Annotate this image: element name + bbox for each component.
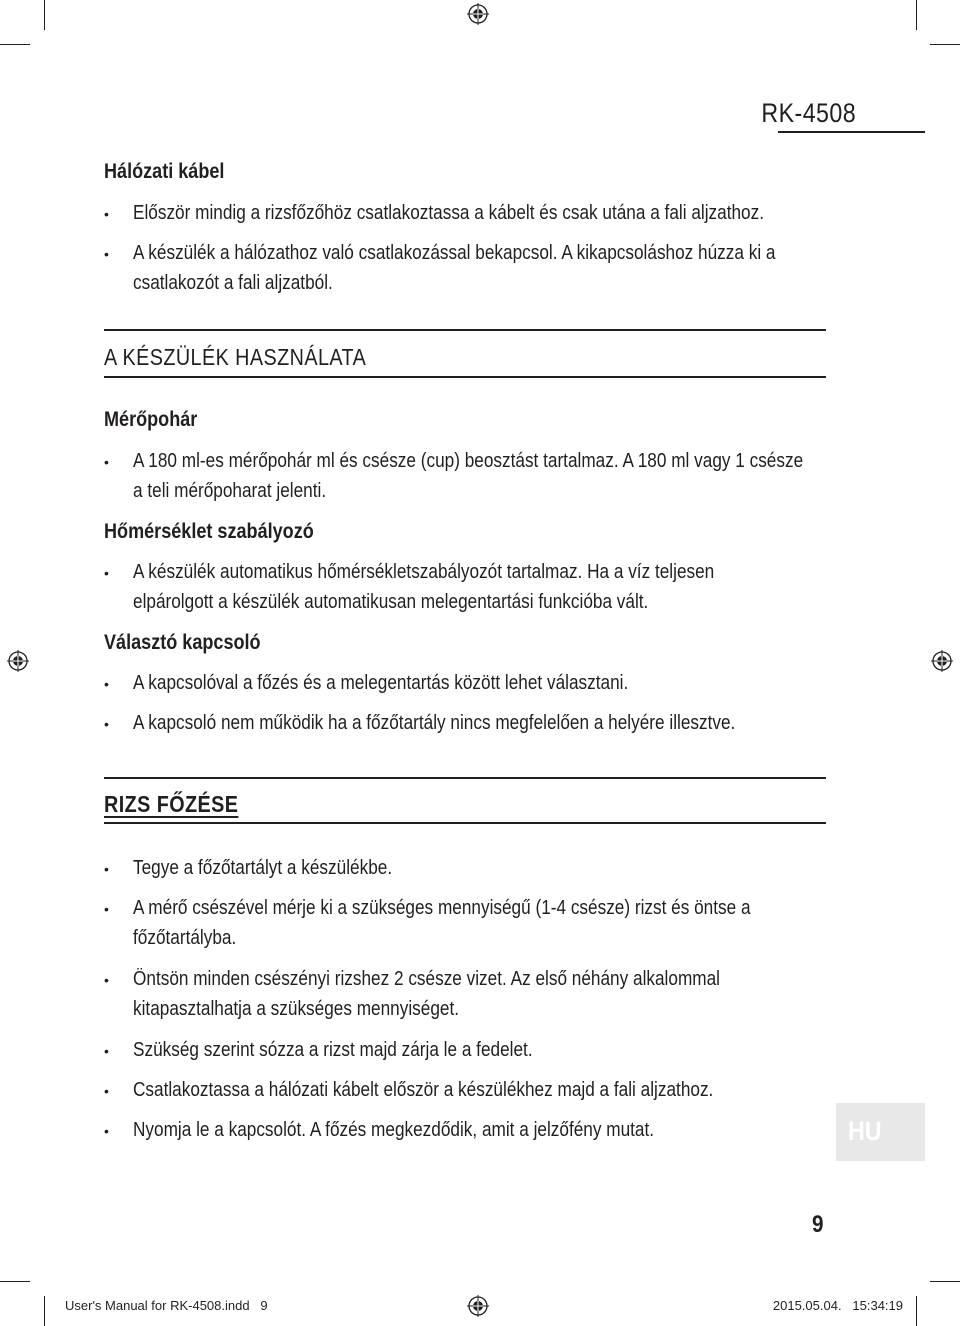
registration-mark-icon xyxy=(931,650,953,672)
bullet: • xyxy=(104,454,109,470)
model-number: RK-4508 xyxy=(761,98,856,128)
crop-mark-top-left-v xyxy=(44,0,45,30)
list-item-continuation: kitapasztalhatja a szükséges mennyiséget. xyxy=(133,998,460,1020)
list-item: A kapcsoló nem működik ha a főzőtartály nincs megfelelően a helyére illesztve. xyxy=(133,712,736,734)
list-item: A készülék automatikus hőmérsékletszabályozót tartalmaz. Ha a víz teljesen xyxy=(133,561,715,583)
crop-mark-top-left-h xyxy=(0,44,30,45)
list-item: A 180 ml-es mérőpohár ml és csésze (cup) beosztást tartalmaz. A 180 ml vagy 1 csésze xyxy=(133,450,804,472)
bullet: • xyxy=(104,565,109,581)
page-number: 9 xyxy=(812,1211,824,1238)
bullet: • xyxy=(104,716,109,732)
bullet: • xyxy=(104,861,109,877)
list-item: A kapcsolóval a főzés és a melegentartás között lehet választani. xyxy=(133,672,629,694)
crop-mark-bottom-right-v xyxy=(916,1296,917,1326)
bullet: • xyxy=(104,972,109,988)
section-title-usage: A KÉSZÜLÉK HASZNÁLATA xyxy=(104,344,367,370)
bullet: • xyxy=(104,676,109,692)
bullet: • xyxy=(104,1123,109,1139)
list-item: Tegye a főzőtartályt a készülékbe. xyxy=(133,857,393,879)
crop-mark-bottom-right-h xyxy=(930,1281,960,1282)
crop-mark-bottom-left-v xyxy=(44,1296,45,1326)
bullet: • xyxy=(104,246,109,262)
crop-mark-top-right-h xyxy=(930,44,960,45)
subtitle-selector-switch: Választó kapcsoló xyxy=(104,631,261,654)
crop-mark-bottom-left-h xyxy=(0,1281,30,1282)
section-rule-top xyxy=(104,329,826,331)
registration-mark-icon xyxy=(467,1295,489,1317)
bullet: • xyxy=(104,206,109,222)
list-item-continuation: csatlakozót a fali aljzatból. xyxy=(133,272,333,294)
list-item: Szükség szerint sózza a rizst majd zárja le a fedelet. xyxy=(133,1039,533,1061)
bullet: • xyxy=(104,1083,109,1099)
section-rule-bottom xyxy=(104,376,826,378)
bullet: • xyxy=(104,901,109,917)
list-item: Először mindig a rizsfőzőhöz csatlakoztassa a kábelt és csak utána a fali aljzathoz. xyxy=(133,202,764,224)
footer-file-name: User's Manual for RK-4508.indd 9 xyxy=(65,1298,268,1313)
list-item-continuation: főzőtartályba. xyxy=(133,927,237,949)
section-title-rice-cooking: RIZS FŐZÉSE xyxy=(104,791,239,817)
section-rule-top xyxy=(104,777,826,779)
subtitle-thermostat: Hőmérséklet szabályozó xyxy=(104,520,314,543)
registration-mark-icon xyxy=(7,650,29,672)
crop-mark-top-right-v xyxy=(916,0,917,30)
section-rule-bottom xyxy=(104,822,826,824)
subtitle-measuring-cup: Mérőpohár xyxy=(104,408,198,431)
list-item: Öntsön minden csészényi rizshez 2 csésze vizet. Az első néhány alkalommal xyxy=(133,968,720,990)
model-underline xyxy=(778,131,925,133)
list-item: Csatlakoztassa a hálózati kábelt először a készülékhez majd a fali aljzathoz. xyxy=(133,1079,714,1101)
footer-timestamp: 2015.05.04. 15:34:19 xyxy=(772,1298,903,1313)
list-item: A mérő csészével mérje ki a szükséges mennyiségű (1-4 csésze) rizst és öntse a xyxy=(133,897,751,919)
registration-mark-icon xyxy=(467,3,489,25)
language-tab-label: HU xyxy=(848,1116,882,1146)
list-item: A készülék a hálózathoz való csatlakozással bekapcsol. A kikapcsoláshoz húzza ki a xyxy=(133,242,776,264)
list-item-continuation: elpárolgott a készülék automatikusan melegentartási funkcióba vált. xyxy=(133,591,649,613)
bullet: • xyxy=(104,1043,109,1059)
list-item-continuation: a teli mérőpoharat jelenti. xyxy=(133,480,327,502)
subtitle-power-cable: Hálózati kábel xyxy=(104,160,225,183)
list-item: Nyomja le a kapcsolót. A főzés megkezdődik, amit a jelzőfény mutat. xyxy=(133,1119,655,1141)
